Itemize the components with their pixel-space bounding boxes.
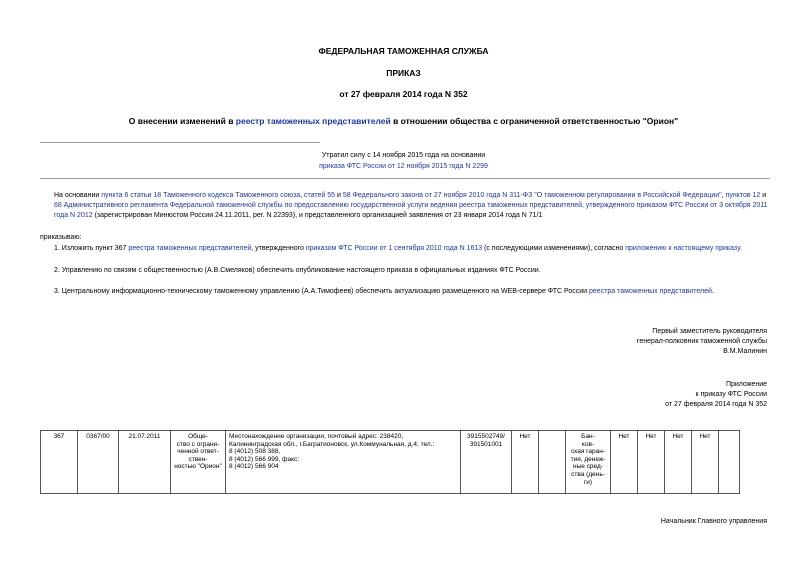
cell-line: 8 (4012) 508 388, bbox=[229, 448, 281, 456]
cell-inn-kpp bbox=[461, 431, 512, 494]
cell-flag-1: Нет bbox=[512, 431, 539, 494]
cell-line: ностью "Орион" bbox=[174, 463, 222, 471]
divider-bottom bbox=[40, 178, 770, 179]
preamble-text: и bbox=[760, 192, 767, 199]
cell-empty bbox=[719, 431, 740, 494]
item-text: (с последующими изменениями), согласно bbox=[482, 245, 626, 252]
link-registry[interactable]: реестра таможенных представителей bbox=[128, 245, 252, 252]
appendix-line-2: к приказу ФТС России bbox=[695, 391, 767, 398]
cell-line: ствен- bbox=[188, 455, 208, 463]
divider-top bbox=[40, 142, 320, 143]
title-link-registry[interactable]: реестр таможенных представителей bbox=[235, 116, 391, 126]
link-admin-regulation[interactable]: 68 Административного регламента Федеральной таможенной службы по предоставлению государственной услуги ведения реестра таможенных представителей, утвержденного приказом ФТС России от 3 октября 2011 года N 2012 bbox=[54, 202, 768, 219]
cell-empty bbox=[539, 431, 566, 494]
cell-address bbox=[226, 431, 461, 494]
link-article-55[interactable]: статей 55 bbox=[304, 192, 336, 199]
cell-line: ченной ответ- bbox=[177, 448, 219, 456]
link-order-1613[interactable]: приказом ФТС России от 1 сентября 2010 года N 1613 bbox=[305, 245, 483, 252]
title-text-before: О внесении изменений в bbox=[128, 116, 236, 126]
link-appendix[interactable]: приложению к настоящему приказу bbox=[625, 245, 740, 252]
cell-flag-5: Нет bbox=[692, 431, 719, 494]
cell-line: 391501001 bbox=[469, 440, 503, 448]
cell-line: ги) bbox=[583, 478, 593, 486]
cell-line: тия, денеж- bbox=[570, 455, 606, 463]
doc-type: ПРИКАЗ bbox=[386, 68, 421, 78]
status-link[interactable]: приказа ФТС России от 12 ноября 2015 года N 2299 bbox=[319, 163, 488, 170]
link-customs-code[interactable]: пункта 6 статьи 18 Таможенного кодекса Таможенного союза bbox=[101, 192, 301, 199]
preamble-text: (зарегистрирован Минюстом России 24.11.2011, рег. N 22393), и представленного организацией заявления от 23 января 2014 года N 71/1 bbox=[92, 212, 543, 219]
item-text: , утвержденного bbox=[251, 245, 306, 252]
cell-flag-4: Нет bbox=[665, 431, 692, 494]
cell-line: ков- bbox=[581, 440, 595, 448]
cell-line: ская гаран- bbox=[570, 448, 605, 456]
registry-table bbox=[40, 430, 740, 494]
cell-flag-2: Нет bbox=[611, 431, 638, 494]
doc-date-number: от 27 февраля 2014 года N 352 bbox=[339, 89, 468, 99]
cell-line: Местонахождение организации, почтовый адрес: 238420, bbox=[229, 433, 404, 440]
cell-reg-number: 0367/00 bbox=[78, 431, 119, 494]
status-line: Утратил силу с 14 ноября 2015 года на основании bbox=[321, 152, 486, 159]
item-text: . bbox=[739, 245, 742, 252]
item-2: 2. Управлению по связям с общественностью (А.В.Смеляков) обеспечить опубликование настоящего приказа в официальных изданиях ФТС России. bbox=[54, 267, 541, 274]
preamble-text: На основании bbox=[54, 192, 102, 199]
item-3 bbox=[54, 287, 774, 297]
item-text: . bbox=[711, 288, 714, 295]
order-word: приказываю: bbox=[40, 234, 82, 241]
signature-line-2: генерал-полковник таможенной службы bbox=[636, 338, 767, 345]
cell-line: Бан- bbox=[581, 433, 595, 440]
table-row bbox=[41, 431, 740, 494]
cell-org-name bbox=[171, 431, 226, 494]
doc-title bbox=[0, 116, 807, 126]
appendix-line-1: Приложение bbox=[725, 381, 767, 388]
cell-line: 3915502749/ bbox=[467, 433, 505, 440]
cell-guarantee bbox=[566, 431, 611, 494]
signature-line-3: В.М.Малинин bbox=[723, 348, 767, 355]
cell-line: 8 (4012) 566 999, факс: bbox=[229, 455, 300, 463]
signature-block bbox=[500, 327, 767, 357]
cell-line: 8 (4012) 566 904 bbox=[229, 463, 279, 471]
agency-name: ФЕДЕРАЛЬНАЯ ТАМОЖЕННАЯ СЛУЖБА bbox=[318, 46, 489, 56]
item-text: 3. Центральному информационно-техническому таможенному управлению (А.А.Тимофеев) обеспечить актуализацию размещенного на WEB-сервере ФТС России bbox=[54, 288, 590, 295]
item-text: 1. Изложить пункт 367 bbox=[54, 245, 129, 252]
footer-line: Начальник Главного управления bbox=[660, 518, 767, 525]
preamble bbox=[54, 191, 774, 221]
cell-line: Обще- bbox=[188, 433, 208, 440]
preamble-text: , bbox=[300, 192, 305, 199]
preamble-text: , bbox=[721, 192, 726, 199]
cell-line: ные сред- bbox=[573, 463, 603, 471]
item-1 bbox=[54, 244, 774, 254]
appendix-block bbox=[500, 380, 767, 410]
cell-line: Калининградская обл., г.Багратионовск, ул.Коммунальная, д.4; тел.: bbox=[229, 440, 435, 448]
title-text-after: в отношении общества с ограниченной ответственностью "Орион" bbox=[390, 116, 679, 126]
signature-line-1: Первый заместитель руководителя bbox=[652, 328, 767, 335]
preamble-text: и bbox=[335, 192, 343, 199]
cell-flag-3: Нет bbox=[638, 431, 665, 494]
cell-line: ство с ограни- bbox=[176, 440, 220, 448]
appendix-line-3: от 27 февраля 2014 года N 352 bbox=[665, 401, 767, 408]
cell-number: 367 bbox=[41, 431, 78, 494]
link-federal-law[interactable]: 58 Федерального закона от 27 ноября 2010 года N 311-ФЗ "О таможенном регулировании в Российской Федерации" bbox=[342, 192, 722, 199]
link-clause-12[interactable]: пунктов 12 bbox=[725, 192, 761, 199]
cell-line: ства (день- bbox=[571, 470, 605, 478]
cell-date: 21.07.2011 bbox=[119, 431, 171, 494]
link-registry[interactable]: реестра таможенных представителей bbox=[589, 288, 712, 295]
